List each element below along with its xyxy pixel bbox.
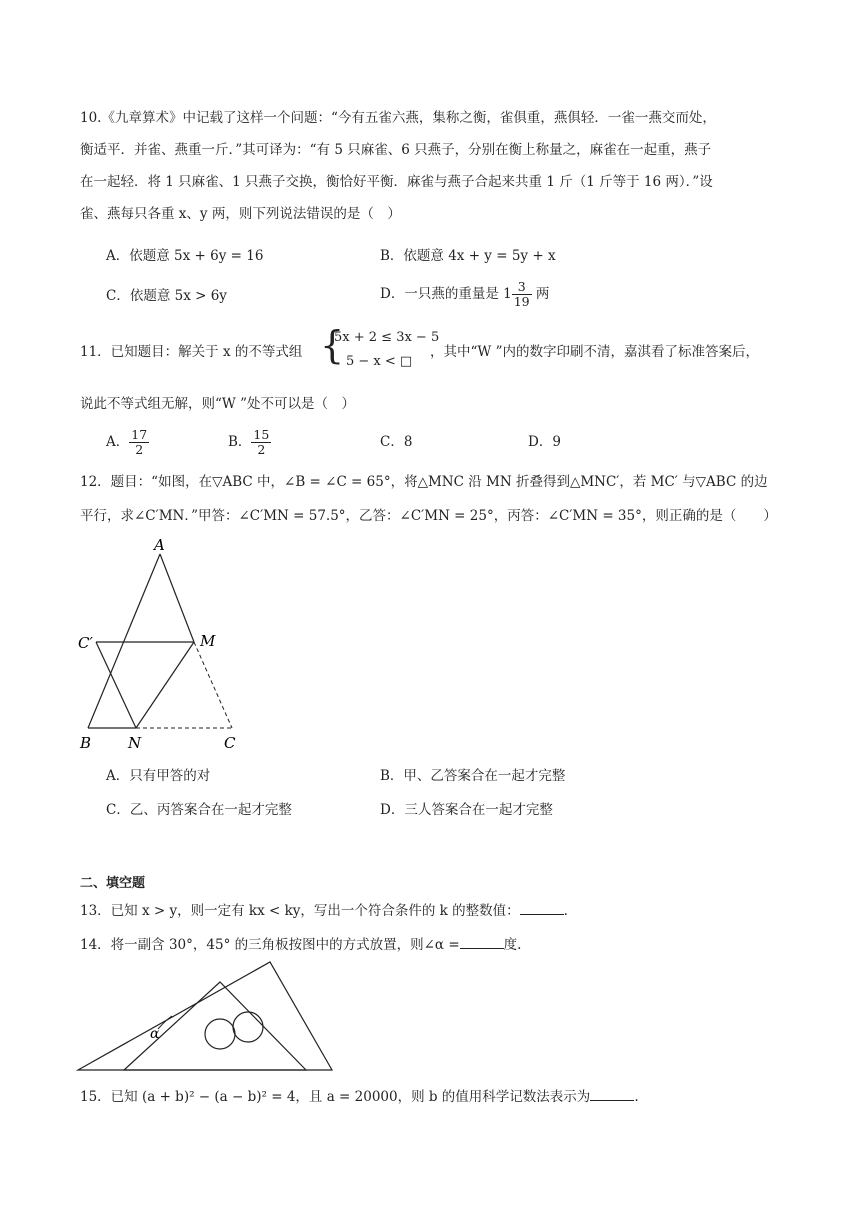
section-title-fill-in: 二、填空题 <box>80 876 146 891</box>
q11-option-c: C．8 <box>380 434 413 450</box>
answer-blank <box>520 900 564 915</box>
q10-option-a: A．依题意 5x + 6y = 16 <box>106 248 264 264</box>
q11-option-b-fraction <box>251 428 271 457</box>
q10-option-d <box>380 280 549 309</box>
q15-prefix: 15．已知 (a + b)² − (a − b)² = 4，且 a = 20000，则 b 的值用科学记数法表示为 <box>80 1089 591 1105</box>
q12-line-1: 12．题目：“如图，在▽ABC 中，∠B = ∠C = 65°，将△MNC 沿 MN 折叠得到△MNC′，若 MC′ 与▽ABC 的边 <box>80 474 768 490</box>
label-b: B <box>80 734 92 752</box>
q10-line-2: 衡适平．并雀、燕重一斤．”其可译为：“有 5 只麻雀、6 只燕子，分别在衡上称量之，麻雀在一起重，燕子 <box>80 142 712 158</box>
q11-suffix: ，其中“W ”内的数字印刷不清，嘉淇看了标准答案后， <box>430 344 759 360</box>
q11-option-a-label: A． <box>106 434 130 450</box>
q13-suffix: . <box>563 903 568 919</box>
segment-mc-dashed <box>194 642 232 728</box>
q14-set-square-figure <box>76 958 336 1074</box>
segment-c1n <box>96 642 136 728</box>
label-m: M <box>200 632 216 650</box>
label-c-prime: C′ <box>78 634 93 652</box>
q13-prefix: 13．已知 x > y，则一定有 kx < ky，写出一个符合条件的 k 的整数值： <box>80 903 520 919</box>
q11-option-b <box>228 428 271 457</box>
q12-line-2: 平行，求∠C′MN．”甲答：∠C′MN = 57.5°，乙答：∠C′MN = 25°，丙答：∠C′MN = 35°，则正确的是（ ） <box>80 508 777 524</box>
q11-inequality-system <box>320 323 440 374</box>
circle-hole-left <box>205 1019 235 1049</box>
q10-option-d-fraction <box>512 280 532 309</box>
label-n: N <box>128 734 142 752</box>
q10-option-c: C．依题意 5x > 6y <box>106 288 227 304</box>
q11-system-row-1: 5x + 2 ≤ 3x − 5 <box>334 330 440 345</box>
q11-system-row-2: 5 − x < □ <box>346 354 413 369</box>
fraction-numerator: 17 <box>131 427 148 442</box>
label-c: C <box>224 734 236 752</box>
q10-line-4: 雀、燕每只各重 x、y 两，则下列说法错误的是（ ） <box>80 206 401 222</box>
fraction-numerator: 15 <box>253 427 270 442</box>
q11-option-a <box>106 428 149 457</box>
fraction-denominator: 19 <box>513 294 530 309</box>
q11-prefix: 11．已知题目：解关于 x 的不等式组 <box>80 344 303 360</box>
q15-text <box>80 1086 639 1107</box>
q12-triangle-figure <box>76 534 246 754</box>
q12-option-a: A．只有甲答的对 <box>106 768 211 784</box>
q10-option-d-suffix: 两 <box>531 286 550 302</box>
q10-option-d-prefix: D．一只燕的重量是 1 <box>380 286 512 302</box>
label-alpha: α <box>150 1026 160 1042</box>
fraction-denominator: 2 <box>135 442 144 457</box>
angle-alpha-arc <box>158 1016 172 1029</box>
triangle-30-degree <box>78 962 332 1070</box>
q14-text <box>80 934 521 955</box>
fraction-denominator: 2 <box>257 442 266 457</box>
q15-suffix: . <box>634 1089 639 1105</box>
q11-option-d: D．9 <box>528 434 561 450</box>
q12-option-d: D．三人答案合在一起才完整 <box>380 802 553 818</box>
q10-line-3: 在一起轻．将 1 只麻雀、1 只燕子交换，衡恰好平衡．麻雀与燕子合起来共重 1 斤（1 斤等于 16 两）．”设 <box>80 174 713 190</box>
label-a: A <box>154 536 165 554</box>
q11-line-2: 说此不等式组无解，则“W ”处不可以是（ ） <box>80 396 355 412</box>
segment-nm <box>136 642 194 728</box>
q12-option-b: B．甲、乙答案合在一起才完整 <box>380 768 566 784</box>
answer-blank <box>460 934 504 949</box>
q14-suffix: 度. <box>503 937 522 953</box>
q13-text <box>80 900 568 921</box>
q10-line-1: 10.《九章算术》中记载了这样一个问题：“今有五雀六燕，集称之衡，雀俱重，燕俱轻．一雀一燕交而处， <box>80 110 716 126</box>
segment-am <box>160 554 194 642</box>
q14-prefix: 14．将一副含 30°，45° 的三角板按图中的方式放置，则∠α = <box>80 937 460 953</box>
circle-hole-right <box>233 1012 263 1042</box>
fraction-numerator: 3 <box>512 280 532 295</box>
q11-option-b-label: B． <box>228 434 252 450</box>
brace-icon: { <box>320 323 345 367</box>
q11-option-a-fraction <box>129 428 149 457</box>
q12-option-c: C．乙、丙答案合在一起才完整 <box>106 802 292 818</box>
q10-option-b: B．依题意 4x + y = 5y + x <box>380 248 556 264</box>
answer-blank <box>590 1086 634 1101</box>
